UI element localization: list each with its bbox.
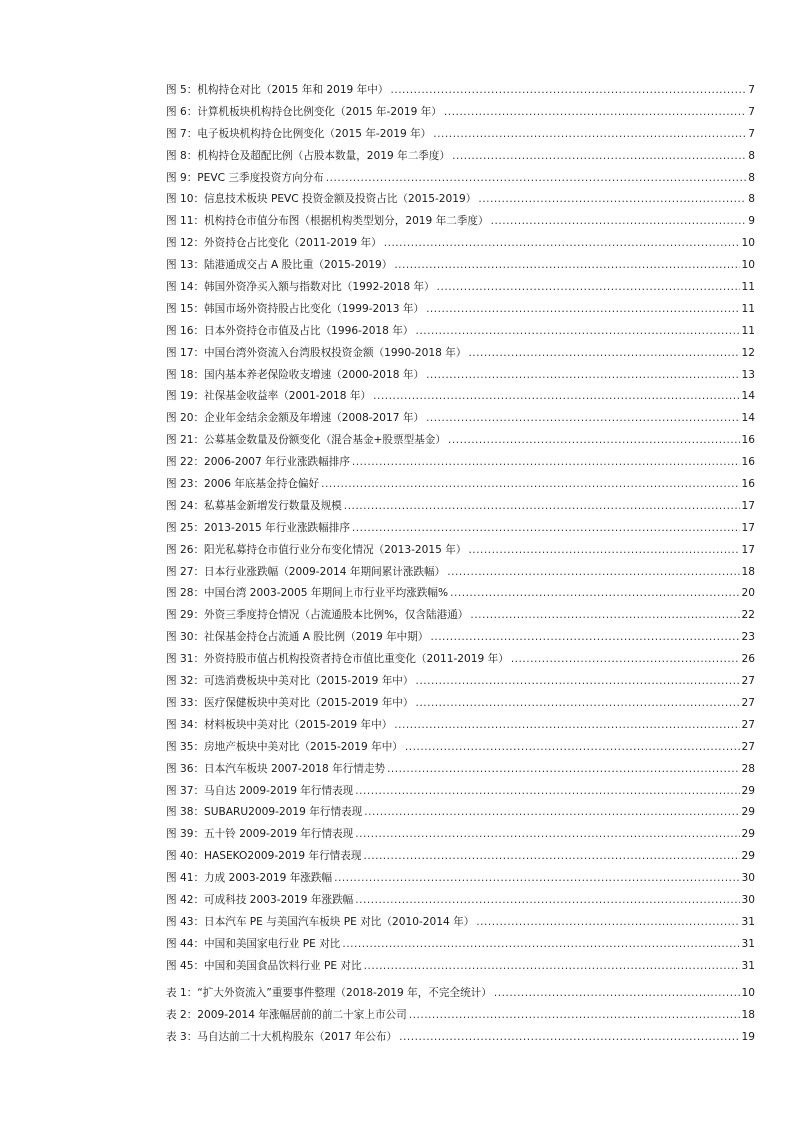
figure-entry[interactable] xyxy=(166,102,755,124)
figure-entry-title: 马自达 2009-2019 年行情表现 xyxy=(204,784,354,797)
figure-entry-page-number: 8 xyxy=(748,193,755,206)
figure-entry-title: 阳光私募持仓市值行业分布变化情况（2013-2015 年） xyxy=(204,543,467,556)
figure-entry[interactable] xyxy=(166,605,755,627)
figure-entry-page-number: 16 xyxy=(741,478,755,491)
figure-entry-page-number: 14 xyxy=(741,390,755,403)
dot-leader xyxy=(450,583,739,605)
figure-entry-page-number: 11 xyxy=(741,281,755,294)
figure-entry[interactable] xyxy=(166,189,755,211)
figure-entry-page-number: 14 xyxy=(741,412,755,425)
figure-entry-title: 2006-2007 年行业涨跌幅排序 xyxy=(204,456,350,469)
figure-entry-label: 图 40： xyxy=(166,850,205,863)
figure-entry[interactable] xyxy=(166,80,755,102)
dot-leader xyxy=(468,343,739,365)
figure-entry-label: 图 34： xyxy=(166,718,205,731)
figure-entry-label: 图 33： xyxy=(166,696,205,709)
dot-leader xyxy=(433,124,746,146)
figure-entry-title: 五十铃 2009-2019 年行情表现 xyxy=(204,828,354,841)
figure-entry-title: 公募基金数量及份额变化（混合基金+股票型基金） xyxy=(204,434,446,447)
figure-entry-page-number: 30 xyxy=(741,893,755,906)
dot-leader xyxy=(415,321,739,343)
figure-entry[interactable] xyxy=(166,671,755,693)
table-entry[interactable] xyxy=(166,1005,755,1027)
figure-entry[interactable] xyxy=(166,781,755,803)
dot-leader xyxy=(355,890,739,912)
figure-entry-label: 图 22： xyxy=(166,456,205,469)
figure-entry-title: 外资三季度持仓情况（占流通股本比例%，仅含陆港通） xyxy=(204,609,469,622)
figure-entry[interactable] xyxy=(166,321,755,343)
figure-entry[interactable] xyxy=(166,211,755,233)
table-entry-page-number: 19 xyxy=(741,1030,755,1043)
figure-entry-label: 图 37： xyxy=(166,784,205,797)
dot-leader xyxy=(352,452,740,474)
figure-entry[interactable] xyxy=(166,583,755,605)
figure-entry-page-number: 29 xyxy=(741,850,755,863)
figure-entry-label: 图 8： xyxy=(166,149,198,162)
figure-entry[interactable] xyxy=(166,452,755,474)
figure-entry-page-number: 16 xyxy=(741,434,755,447)
dot-leader xyxy=(470,605,739,627)
figure-entry-label: 图 25： xyxy=(166,521,205,534)
figure-entry-label: 图 20： xyxy=(166,412,205,425)
figure-entry[interactable] xyxy=(166,912,755,934)
dot-leader xyxy=(426,299,739,321)
figure-entry-label: 图 45： xyxy=(166,959,205,972)
figure-entry-title: 社保基金收益率（2001-2018 年） xyxy=(204,390,372,403)
figure-entry-title: 中国和美国家电行业 PE 对比 xyxy=(204,937,341,950)
figure-entry[interactable] xyxy=(166,343,755,365)
table-entry-page-number: 18 xyxy=(741,1008,755,1021)
figure-entry-label: 图 43： xyxy=(166,915,205,928)
figure-entry-title: 材料板块中美对比（2015-2019 年中） xyxy=(204,718,393,731)
dot-leader xyxy=(394,255,739,277)
table-entry-title: 马自达前二十大机构股东（2017 年公布） xyxy=(197,1030,398,1043)
figure-entry-title: 日本汽车 PE 与美国汽车板块 PE 对比（2010-2014 年） xyxy=(204,915,475,928)
figure-entry-label: 图 30： xyxy=(166,631,205,644)
figure-entry[interactable] xyxy=(166,890,755,912)
figure-entry-title: 可选消费板块中美对比（2015-2019 年中） xyxy=(204,675,414,688)
figure-entry-label: 图 21： xyxy=(166,434,205,447)
dot-leader xyxy=(452,146,746,168)
figure-entry-label: 图 12： xyxy=(166,237,205,250)
table-list xyxy=(166,983,755,1049)
dot-leader xyxy=(447,562,739,584)
figure-entry-page-number: 29 xyxy=(741,806,755,819)
figure-entry-title: SUBARU2009-2019 年行情表现 xyxy=(204,806,363,819)
figure-entry[interactable] xyxy=(166,146,755,168)
dot-leader xyxy=(476,912,739,934)
figure-entry-title: 机构持仓市值分布图（根据机构类型划分，2019 年二季度） xyxy=(204,215,489,228)
figure-entry-title: 陆港通成交占 A 股比重（2015-2019） xyxy=(204,259,393,272)
figure-entry-page-number: 28 xyxy=(741,762,755,775)
figure-entry[interactable] xyxy=(166,233,755,255)
figure-entry-title: 力成 2003-2019 年涨跌幅 xyxy=(204,872,333,885)
figure-entry[interactable] xyxy=(166,759,755,781)
figure-entry[interactable] xyxy=(166,934,755,956)
dot-leader xyxy=(344,496,740,518)
figure-entry-page-number: 27 xyxy=(741,696,755,709)
figure-entry-label: 图 5： xyxy=(166,84,198,96)
figure-entry-title: 房地产板块中美对比（2015-2019 年中） xyxy=(204,740,403,753)
dot-leader xyxy=(342,934,739,956)
figure-entry-page-number: 11 xyxy=(741,302,755,315)
figure-entry-title: 医疗保健板块中美对比（2015-2019 年中） xyxy=(204,696,414,709)
figure-entry[interactable] xyxy=(166,540,755,562)
figure-entry-page-number: 8 xyxy=(748,149,755,162)
figure-entry-title: 中国台湾外资流入台湾股权投资金额（1990-2018 年） xyxy=(204,346,467,359)
figure-entry-label: 图 6： xyxy=(166,105,198,118)
figure-entry-title: 外资持仓占比变化（2011-2019 年） xyxy=(204,237,382,250)
figure-entry[interactable] xyxy=(166,168,755,190)
figure-entry-page-number: 29 xyxy=(741,828,755,841)
figure-entry-title: HASEKO2009-2019 年行情表现 xyxy=(204,850,362,863)
dot-leader xyxy=(384,233,740,255)
figure-entry-page-number: 27 xyxy=(741,718,755,731)
figure-entry[interactable] xyxy=(166,255,755,277)
table-entry-label: 表 1： xyxy=(166,987,198,999)
figure-entry-title: 2013-2015 年行业涨跌幅排序 xyxy=(204,521,350,534)
table-entry-label: 表 2： xyxy=(166,1008,198,1021)
figure-entry-label: 图 23： xyxy=(166,478,205,491)
dot-leader xyxy=(355,781,739,803)
figure-entry-label: 图 26： xyxy=(166,543,205,556)
figure-entry-page-number: 12 xyxy=(741,346,755,359)
figure-entry[interactable] xyxy=(166,649,755,671)
figure-entry-page-number: 10 xyxy=(741,237,755,250)
figure-entry-label: 图 36： xyxy=(166,762,205,775)
figure-entry-title: 机构持仓对比（2015 年和 2019 年中） xyxy=(197,84,389,96)
figure-entry-title: 韩国外资净买入额与指数对比（1992-2018 年） xyxy=(204,281,435,294)
figure-entry-page-number: 16 xyxy=(741,456,755,469)
figure-entry-label: 图 44： xyxy=(166,937,205,950)
dot-leader xyxy=(321,474,739,496)
figure-entry-title: 私募基金新增发行数量及规模 xyxy=(204,499,342,512)
figure-entry-page-number: 22 xyxy=(741,609,755,622)
figure-entry-label: 图 14： xyxy=(166,281,205,294)
figure-entry-label: 图 42： xyxy=(166,893,205,906)
figure-entry-title: 电子板块机构持仓比例变化（2015 年-2019 年） xyxy=(197,127,432,140)
dot-leader xyxy=(373,386,739,408)
figure-entry-page-number: 11 xyxy=(741,324,755,337)
figure-entry[interactable] xyxy=(166,824,755,846)
figure-entry-title: 社保基金持仓占流通 A 股比例（2019 年中期） xyxy=(204,631,429,644)
figure-entry-page-number: 30 xyxy=(741,872,755,885)
figure-entry-title: 外资持股市值占机构投资者持仓市值比重变化（2011-2019 年） xyxy=(204,653,509,666)
figure-entry-page-number: 31 xyxy=(741,937,755,950)
figure-entry-page-number: 31 xyxy=(741,915,755,928)
dot-leader xyxy=(415,671,739,693)
figure-entry-label: 图 9： xyxy=(166,171,198,184)
figure-entry-label: 图 41： xyxy=(166,872,205,885)
figure-entry[interactable] xyxy=(166,562,755,584)
figure-entry-label: 图 31： xyxy=(166,653,205,666)
figure-entry[interactable] xyxy=(166,868,755,890)
dot-leader xyxy=(430,627,739,649)
dot-leader xyxy=(478,189,746,211)
dot-leader xyxy=(364,956,740,978)
figure-entry-title: 中国和美国食品饮料行业 PE 对比 xyxy=(204,959,362,972)
table-entry-page-number: 10 xyxy=(741,987,755,999)
figure-entry-page-number: 17 xyxy=(741,521,755,534)
figure-entry[interactable] xyxy=(166,693,755,715)
dot-leader xyxy=(390,80,746,102)
figure-entry-label: 图 15： xyxy=(166,302,205,315)
figure-entry-label: 图 29： xyxy=(166,609,205,622)
figure-entry-page-number: 29 xyxy=(741,784,755,797)
table-entry[interactable] xyxy=(166,1027,755,1049)
figure-entry[interactable] xyxy=(166,737,755,759)
figure-entry-label: 图 11： xyxy=(166,215,205,228)
figure-list xyxy=(166,80,755,978)
dot-leader xyxy=(399,1027,739,1049)
figure-entry-page-number: 27 xyxy=(741,740,755,753)
figure-entry-title: 国内基本养老保险收支增速（2000-2018 年） xyxy=(204,368,425,381)
figure-entry-label: 图 17： xyxy=(166,346,205,359)
table-entry[interactable] xyxy=(166,983,755,1005)
figure-entry[interactable] xyxy=(166,846,755,868)
figure-entry-page-number: 9 xyxy=(748,215,755,228)
dot-leader xyxy=(352,518,740,540)
figure-entry[interactable] xyxy=(166,715,755,737)
table-entry-title: “扩大外资流入”重要事件整理（2018-2019 年，不完全统计） xyxy=(197,987,492,999)
dot-leader xyxy=(494,983,740,1005)
figure-entry[interactable] xyxy=(166,956,755,978)
figure-entry-label: 图 13： xyxy=(166,259,205,272)
figure-entry[interactable] xyxy=(166,627,755,649)
figure-entry-label: 图 24： xyxy=(166,499,205,512)
figure-entry-title: 日本汽车板块 2007-2018 年行情走势 xyxy=(204,762,386,775)
figure-entry[interactable] xyxy=(166,365,755,387)
dot-leader xyxy=(511,649,740,671)
figure-entry-title: 2006 年底基金持仓偏好 xyxy=(204,478,320,491)
figure-entry[interactable] xyxy=(166,802,755,824)
figure-entry-title: 中国台湾 2003-2005 年期间上市行业平均涨跌幅% xyxy=(204,587,449,600)
dot-leader xyxy=(364,802,739,824)
dot-leader xyxy=(415,693,739,715)
figure-entry-title: 机构持仓及超配比例（占股本数量，2019 年二季度） xyxy=(197,149,451,162)
figure-entry[interactable] xyxy=(166,277,755,299)
dot-leader xyxy=(426,365,739,387)
figure-entry-page-number: 20 xyxy=(741,587,755,600)
figure-entry-page-number: 10 xyxy=(741,259,755,272)
figure-entry-label: 图 10： xyxy=(166,193,205,206)
figure-entry[interactable] xyxy=(166,299,755,321)
dot-leader xyxy=(491,211,747,233)
figure-entry[interactable] xyxy=(166,518,755,540)
figure-entry-label: 图 19： xyxy=(166,390,205,403)
dot-leader xyxy=(444,102,746,124)
figure-entry-title: 日本外资持仓市值及占比（1996-2018 年） xyxy=(204,324,414,337)
dot-leader xyxy=(405,737,740,759)
dot-leader xyxy=(426,408,739,430)
dot-leader xyxy=(363,846,739,868)
figure-entry-label: 图 35： xyxy=(166,740,205,753)
figure-entry[interactable] xyxy=(166,474,755,496)
figure-entry[interactable] xyxy=(166,124,755,146)
figure-entry-page-number: 31 xyxy=(741,959,755,972)
figure-entry[interactable] xyxy=(166,386,755,408)
dot-leader xyxy=(334,868,739,890)
figure-entry-title: 可成科技 2003-2019 年涨跌幅 xyxy=(204,893,354,906)
figure-entry-label: 图 16： xyxy=(166,324,205,337)
figure-entry-label: 图 18： xyxy=(166,368,205,381)
dot-leader xyxy=(437,277,740,299)
figure-entry-label: 图 7： xyxy=(166,127,198,140)
figure-entry-page-number: 8 xyxy=(748,171,755,184)
figure-entry-page-number: 7 xyxy=(748,127,755,140)
figure-entry-page-number: 18 xyxy=(741,565,755,578)
figure-entry[interactable] xyxy=(166,430,755,452)
figure-entry[interactable] xyxy=(166,496,755,518)
figure-entry-page-number: 7 xyxy=(748,105,755,118)
table-entry-label: 表 3： xyxy=(166,1030,198,1043)
figure-entry-page-number: 7 xyxy=(748,84,755,96)
figure-entry-title: 韩国市场外资持股占比变化（1999-2013 年） xyxy=(204,302,425,315)
figure-entry-label: 图 39： xyxy=(166,828,205,841)
figure-entry-page-number: 27 xyxy=(741,675,755,688)
figure-entry-title: PEVC 三季度投资方向分布 xyxy=(197,171,324,184)
figure-entry-label: 图 38： xyxy=(166,806,205,819)
figure-entry-label: 图 28： xyxy=(166,587,205,600)
figure-entry-page-number: 13 xyxy=(741,368,755,381)
figure-entry-title: 企业年金结余金额及年增速（2008-2017 年） xyxy=(204,412,425,425)
dot-leader xyxy=(448,430,740,452)
figure-entry-page-number: 17 xyxy=(741,543,755,556)
dot-leader xyxy=(355,824,739,846)
figure-entry-page-number: 23 xyxy=(741,631,755,644)
figure-entry-title: 信息技术板块 PEVC 投资金额及投资占比（2015-2019） xyxy=(204,193,477,206)
figure-entry-page-number: 26 xyxy=(741,653,755,666)
dot-leader xyxy=(387,759,739,781)
dot-leader xyxy=(394,715,739,737)
figure-entry-page-number: 17 xyxy=(741,499,755,512)
dot-leader xyxy=(468,540,739,562)
figure-entry[interactable] xyxy=(166,408,755,430)
figure-entry-label: 图 32： xyxy=(166,675,205,688)
figure-entry-title: 日本行业涨跌幅（2009-2014 年期间累计涨跌幅） xyxy=(204,565,446,578)
dot-leader xyxy=(409,1005,740,1027)
figure-entry-label: 图 27： xyxy=(166,565,205,578)
dot-leader xyxy=(326,168,747,190)
table-entry-title: 2009-2014 年涨幅居前的前二十家上市公司 xyxy=(197,1008,407,1021)
figure-entry-title: 计算机板块机构持仓比例变化（2015 年-2019 年） xyxy=(197,105,442,118)
